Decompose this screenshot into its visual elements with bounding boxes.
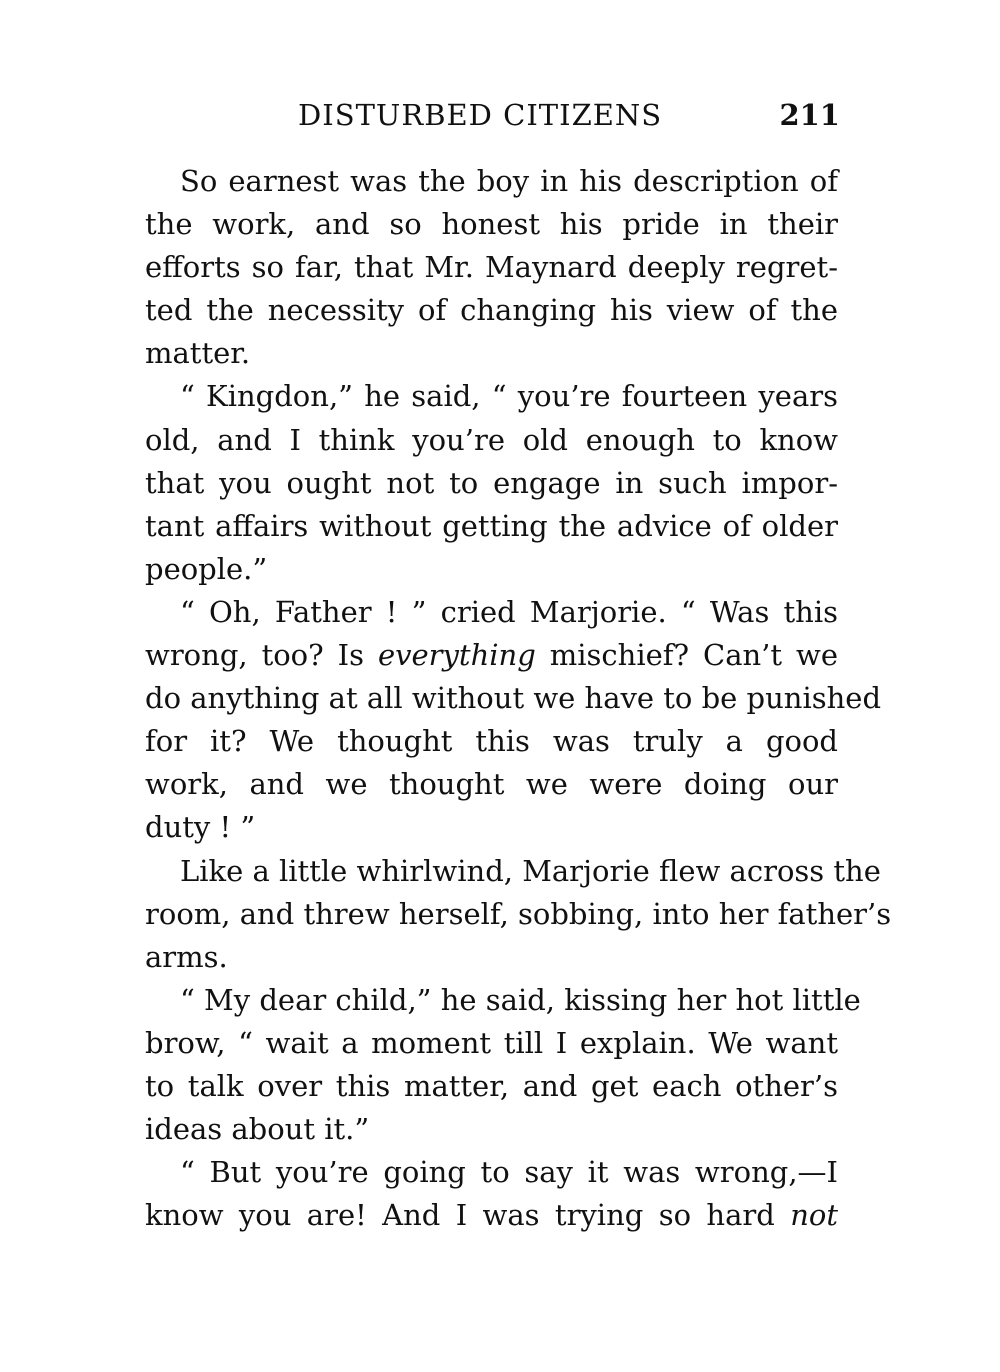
text-line: ideas about it.” <box>145 1112 370 1147</box>
text-line: old, and I think you’re old enough to know <box>145 422 838 457</box>
text-line: arms. <box>145 939 228 974</box>
text-segment: wrong, too? Is <box>145 638 378 673</box>
text-line: “ Oh, Father ! ” cried Marjorie. “ Was this <box>180 594 838 629</box>
text-line: tant affairs without getting the advice of older <box>145 508 838 543</box>
text-line: people.” <box>145 551 268 586</box>
page-header <box>145 96 840 140</box>
text-line: “ But you’re going to say it was wrong,—I <box>180 1155 838 1190</box>
text-line: the work, and so honest his pride in their <box>145 207 838 242</box>
text-line: duty ! ” <box>145 810 256 845</box>
text-line: room, and threw herself, sobbing, into her father’s <box>145 896 892 931</box>
text-line: efforts so far, that Mr. Maynard deeply regret- <box>145 250 838 285</box>
text-line: work, and we thought we were doing our <box>145 767 838 802</box>
emphasized-word: everything <box>377 638 536 673</box>
text-line: Like a little whirlwind, Marjorie flew across the <box>180 853 881 888</box>
emphasized-word: not <box>790 1198 838 1233</box>
running-head: DISTURBED CITIZENS <box>298 98 663 132</box>
text-line: ted the necessity of changing his view of the <box>145 293 838 328</box>
text-line: that you ought not to engage in such impor- <box>145 465 838 500</box>
text-segment: mischief? Can’t we <box>535 638 838 673</box>
text-line: “ My dear child,” he said, kissing her hot little <box>180 982 861 1017</box>
text-line: to talk over this matter, and get each other’s <box>145 1068 838 1103</box>
text-line: for it? We thought this was truly a good <box>145 724 838 759</box>
text-line: So earnest was the boy in his description of <box>180 164 838 198</box>
text-segment: know you are! And I was trying so hard <box>145 1198 791 1233</box>
body-text <box>145 160 892 1237</box>
text-line <box>145 1194 838 1237</box>
page-number: 211 <box>779 98 840 132</box>
text-line <box>145 634 838 677</box>
text-line: “ Kingdon,” he said, “ you’re fourteen years <box>180 379 838 414</box>
text-line: brow, “ wait a moment till I explain. We want <box>145 1025 838 1060</box>
text-line: do anything at all without we have to be punished <box>145 681 882 716</box>
text-line: matter. <box>145 336 251 371</box>
